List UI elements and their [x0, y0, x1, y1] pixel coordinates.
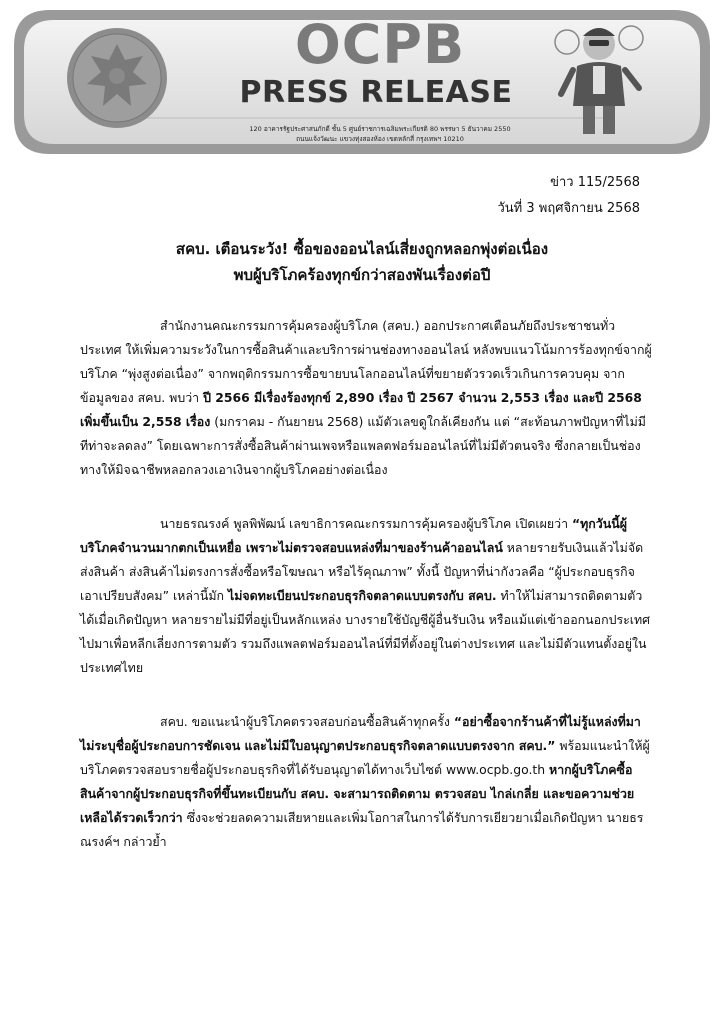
- p1-complaint-stats: ปี 2566 มีเรื่องร้องทุกข์ 2,890 เรื่อง ปี 2567 จำนวน 2,553 เรื่อง และปี 2568 เพิ่มขึ้นเป็น 2,558 เรื่อง: [80, 390, 642, 429]
- paragraph-2: [80, 512, 652, 680]
- headline: [60, 236, 664, 288]
- p2-text-a: นายธรณรงค์ พูลพิพัฒน์ เลขาธิการคณะกรรมการคุ้มครองผู้บริโภค เปิดเผยว่า: [160, 516, 572, 531]
- p2-text-c: หลายรายรับเงินแล้วไม่จัดส่งสินค้า ส่งสินค้าไม่ตรงการสั่งซื้อหรือโฆษณา หรือไร้คุณภาพ” ทั้งนี้ ปัญหาที่น่ากังวลคือ “ผู้ประกอบธุรกิจเอาเปรียบสังคม” เหล่านี้มัก: [80, 540, 644, 603]
- p1-text-c: (มกราคม - กันยายน 2568) แม้ตัวเลขดูใกล้เคียงกัน แต่ “สะท้อนภาพปัญหาที่ไม่มีทีท่าจะลดลง” โดยเฉพาะการสั่งซื้อสินค้าผ่านเพจหรือแพลตฟอร์มออนไลน์ที่ไม่มีตัวตนจริง ซึ่งกลายเป็นช่องทางให้มิจฉาชีพหลอกลวงเอาเงินจากผู้บริโภคอย่างต่อเนื่อง: [80, 414, 646, 477]
- p1-text-a: สำนักงานคณะกรรมการคุ้มครองผู้บริโภค (สคบ.) ออกประกาศเตือนภัยถึงประชาชนทั่วประเทศ ให้เพิ่มความระวังในการซื้อสินค้าและบริการผ่านช่องทางออนไลน์ หลังพบแนวโน้มการร้องทุกข์จากผู้บริโภค “พุ่งสูงต่อเนื่อง” จากพฤติกรรมการซื้อขายบนโลกออนไลน์ที่ขยายตัวรวดเร็วเกินการควบคุม จากข้อมูลของ สคบ. พบว่า: [80, 318, 652, 405]
- press-release-banner: [10, 6, 714, 158]
- headline-line-1: สคบ. เตือนระวัง! ซื้อของออนไลน์เสี่ยงถูกหลอกพุ่งต่อเนื่อง: [175, 240, 549, 258]
- p3-warning-quote: “อย่าซื้อจากร้านค้าที่ไม่รู้แหล่งที่มา ไม่ระบุชื่อผู้ประกอบการชัดเจน และไม่มีใบอนุญาตประกอบธุรกิจตลาดแบบตรงจาก สคบ.”: [80, 714, 641, 753]
- news-meta: [498, 170, 641, 222]
- news-date: วันที่ 3 พฤศจิกายน 2568: [497, 201, 640, 216]
- address-line-2: ถนนแจ้งวัฒนะ แขวงทุ่งสองห้อง เขตหลักสี่ กรุงเทพฯ 10210: [296, 135, 464, 143]
- p3-text-a: สคบ. ขอแนะนำผู้บริโภคตรวจสอบก่อนซื้อสินค้าทุกครั้ง: [160, 714, 454, 729]
- paragraph-1: [80, 314, 652, 482]
- garuda-seal-icon: [65, 26, 169, 130]
- p3-text-e: ซึ่งจะช่วยลดความเสียหายและเพิ่มโอกาสในการได้รับการเยียวยาเมื่อเกิดปัญหา นายธรณรงค์ฯ กล่าวย้ำ: [80, 810, 644, 849]
- headline-line-2: พบผู้บริโภคร้องทุกข์กว่าสองพันเรื่องต่อปี: [233, 266, 491, 284]
- paragraph-3: [80, 710, 652, 854]
- office-address: [160, 124, 600, 144]
- mascot-icon: [547, 14, 651, 138]
- p3-benefit: หากผู้บริโภคซื้อสินค้าจากผู้ประกอบธุรกิจที่ขึ้นทะเบียนกับ สคบ. จะสามารถติดตาม ตรวจสอบ ไกล่เกลี่ย และขอความช่วยเหลือได้รวดเร็วกว่า: [80, 762, 635, 825]
- address-line-1: 120 อาคารรัฐประศาสนภักดี ชั้น 5 ศูนย์ราชการเฉลิมพระเกียรติ 80 พรรษา 5 ธันวาคม 2550: [249, 125, 511, 133]
- p2-unregistered: ไม่จดทะเบียนประกอบธุรกิจตลาดแบบตรงกับ สคบ.: [227, 588, 497, 603]
- p3-text-c: พร้อมแนะนำให้ผู้บริโภคตรวจสอบรายชื่อผู้ประกอบธุรกิจที่ได้รับอนุญาตได้ทางเว็บไซต์ www.ocpb.go.th: [80, 738, 650, 777]
- press-release-title: PRESS RELEASE: [239, 75, 513, 110]
- p2-quote: “ทุกวันนี้ผู้บริโภคจำนวนมากตกเป็นเหยื่อ เพราะไม่ตรวจสอบแหล่งที่มาของร้านค้าออนไลน์: [80, 516, 627, 555]
- p2-text-e: ทำให้ไม่สามารถติดตามตัวได้เมื่อเกิดปัญหา หลายรายไม่มีที่อยู่เป็นหลักแหล่ง บางรายใช้บัญชีผู้อื่นรับเงิน หรือแม้แต่เข้าออกนอกประเทศไปมาเพื่อหลีกเลี่ยงการตามตัว รวมถึงแพลตฟอร์มออนไลน์ที่มีที่ตั้งอยู่ในต่างประเทศ และไม่มีตัวแทนตั้งอยู่ในประเทศไทย: [80, 588, 651, 675]
- ocpb-logo-text: OCPB: [294, 13, 466, 76]
- news-number: ข่าว 115/2568: [550, 175, 640, 190]
